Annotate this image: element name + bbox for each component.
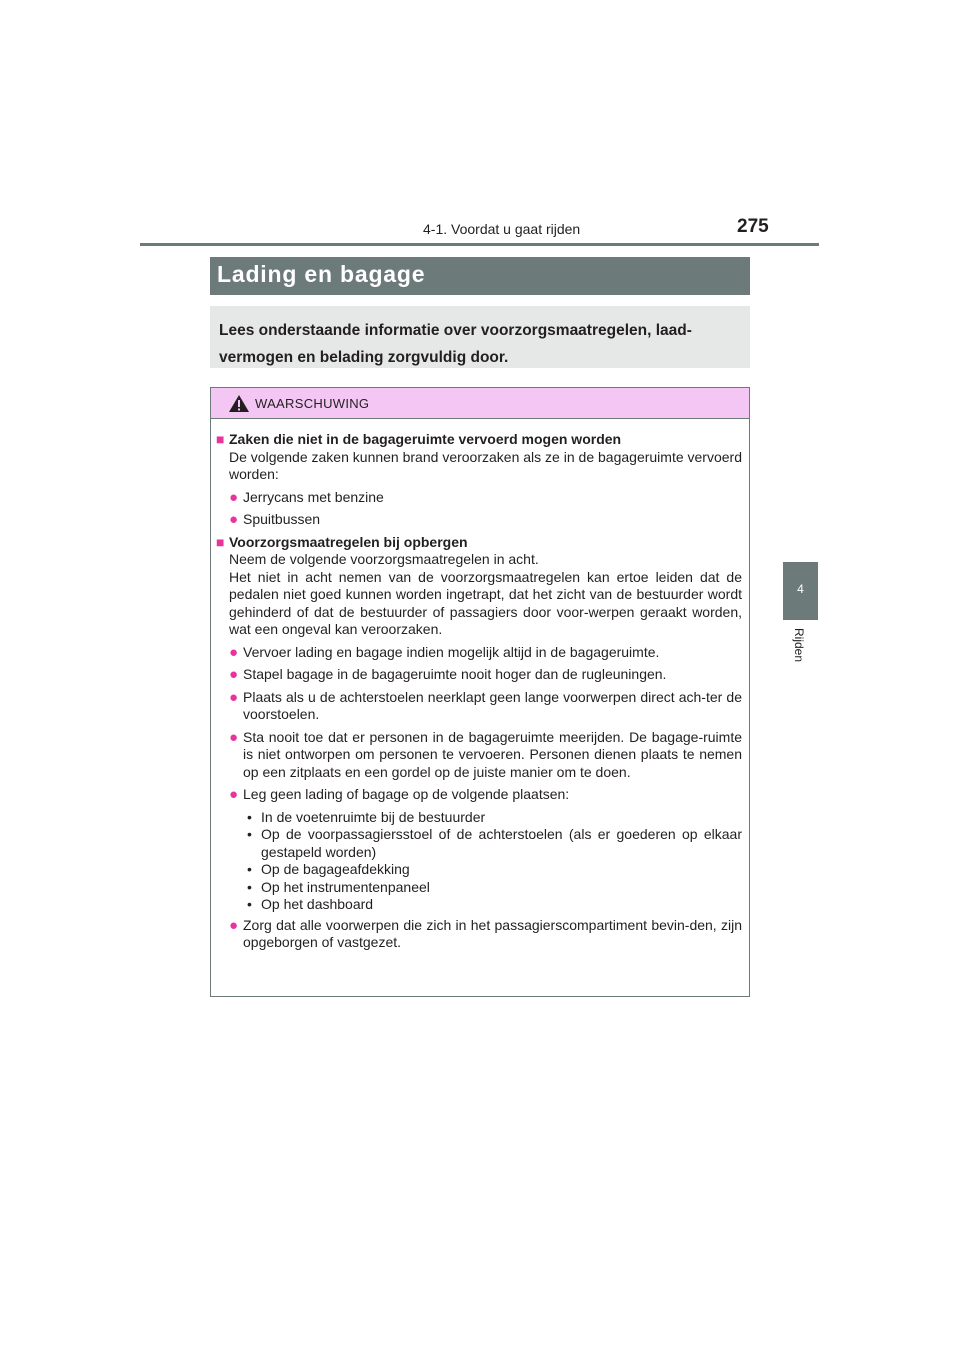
- warning-body: [211, 419, 749, 952]
- sub-list-item: • In de voetenruimte bij de bestuurder: [247, 808, 486, 825]
- list-item: ● Stapel bagage in de bagageruimte nooit hoger dan de rugleuningen.: [229, 666, 667, 683]
- list-item: ● Sta nooit toe dat er personen in de bagageruimte meerijden. De bagage-ruimte is niet ontworpen om personen te vervoeren. Personen dienen plaats te nemen op een zitplaats en een gordel op de juiste manier om te doen.: [229, 728, 742, 780]
- header-section: 4-1. Voordat u gaat rijden: [423, 221, 581, 237]
- chapter-number: 4: [797, 582, 804, 596]
- page-number: 275: [737, 216, 769, 237]
- header-rule: [140, 243, 819, 246]
- circle-bullet-icon: ●: [229, 488, 239, 506]
- square-bullet-icon: ■: [216, 533, 225, 550]
- list-item: ● Zorg dat alle voorwerpen die zich in het passagierscompartiment bevin-den, zijn opgeborgen of vastgezet.: [229, 916, 742, 950]
- chapter-label: Rijden: [792, 628, 806, 663]
- section-heading: ■ Zaken die niet in de bagageruimte vervoerd mogen worden: [216, 431, 622, 447]
- circle-bullet-icon: ●: [229, 688, 239, 706]
- section-text: De volgende zaken kunnen brand veroorzaken als ze in de bagageruimte vervoerd worden:: [229, 448, 742, 482]
- list-item: ● Jerrycans met benzine: [229, 488, 384, 506]
- section-text: Het niet in acht nemen van de voorzorgsmaatregelen kan ertoe leiden dat de pedalen niet goed kunnen worden ingetrapt, dat het zicht van de bestuurder wordt gehinderd of dat de bestuurder of passagiers door voor-werpen geraakt worden, wat een ongeval kan veroorzaken.: [229, 568, 742, 637]
- square-bullet-icon: ■: [216, 431, 225, 447]
- list-item: ● Plaats als u de achterstoelen neerklapt geen lange voorwerpen direct ach-ter de voorstoelen.: [229, 688, 742, 722]
- list-item: ● Leg geen lading of bagage op de volgende plaatsen:: [229, 786, 570, 803]
- list-item: ● Vervoer lading en bagage indien mogelijk altijd in de bagageruimte.: [229, 643, 660, 661]
- circle-bullet-icon: ●: [229, 511, 239, 528]
- sub-list-item: • Op de voorpassagiersstoel of de achterstoelen (als er goederen op elkaar gestapeld worden): [247, 826, 742, 860]
- sub-list-item: • Op het dashboard: [247, 896, 374, 912]
- sub-list-item: • Op de bagageafdekking: [247, 861, 410, 877]
- warning-box: [210, 387, 750, 997]
- circle-bullet-icon: ●: [229, 728, 239, 746]
- warning-triangle-icon: [228, 394, 250, 413]
- chapter-tab: [783, 562, 818, 620]
- circle-bullet-icon: ●: [229, 786, 239, 803]
- section-text: Neem de volgende voorzorgsmaatregelen in acht.: [229, 551, 539, 567]
- circle-bullet-icon: ●: [229, 666, 239, 683]
- intro-box: Lees onderstaande informatie over voorzorgsmaatregelen, laad-vermogen en belading zorgvuldig door.: [210, 306, 750, 368]
- list-item: ● Spuitbussen: [229, 511, 321, 528]
- sub-list-item: • Op het instrumentenpaneel: [247, 878, 430, 895]
- circle-bullet-icon: ●: [229, 916, 239, 934]
- warning-label: WAARSCHUWING: [255, 396, 370, 411]
- page-title: Lading en bagage: [210, 257, 750, 295]
- circle-bullet-icon: ●: [229, 643, 239, 661]
- section-heading: ■ Voorzorgsmaatregelen bij opbergen: [216, 533, 468, 550]
- warning-header: [211, 388, 749, 419]
